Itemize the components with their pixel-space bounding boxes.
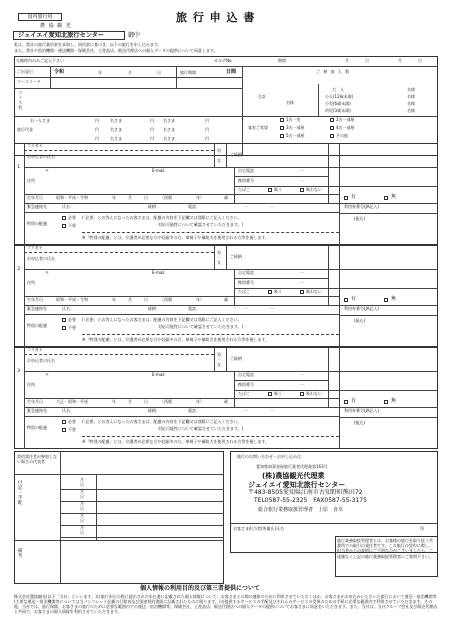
smoke-yes-checkbox-2[interactable] — [268, 290, 272, 294]
passport-no-3: 無 — [391, 398, 397, 404]
fee-per-person: お一人さま — [30, 118, 50, 123]
passport-no-2: 無 — [391, 296, 397, 302]
fee-name-4: 名さま — [110, 127, 122, 132]
mobile-dash-2: － — [300, 280, 304, 285]
sex-male-3[interactable]: 男 — [217, 352, 221, 357]
child-small-label: 小児(6歳未満) — [325, 101, 351, 106]
furigana-label-2: フリガナ — [27, 245, 43, 250]
footer-month-3: 月 — [80, 513, 84, 518]
sex-dot-3: ・ — [217, 357, 221, 362]
fee-yen-2: 円 — [150, 118, 154, 123]
mobile-dash-3: － — [300, 382, 304, 387]
smoke-no-checkbox-2[interactable] — [300, 290, 304, 294]
fee-yen-6: 円 — [205, 127, 209, 132]
special-footnote-2: ※「特別の配慮」とは、介護者が必要な方や妊娠中の方、車椅子や補助犬を使用される方等を指します。 — [82, 337, 270, 342]
passport-yes-checkbox-2[interactable] — [344, 298, 348, 302]
bank-label-3: (振込) — [354, 420, 366, 425]
birth-eras-1: 昭和・平成・令和 — [56, 195, 88, 200]
sex-female-3[interactable]: 女 — [217, 362, 221, 367]
special-note2-1: 対応可能性について確認させていただきます。) — [158, 222, 244, 227]
period-day: 日 — [365, 58, 369, 63]
passenger-number-1: 1 — [16, 165, 22, 171]
birth-year-1: 年 — [112, 195, 116, 200]
footer-left-frame — [14, 451, 224, 584]
special-need-1: 必要 — [68, 215, 76, 220]
sex-male-1[interactable]: 男 — [217, 148, 221, 153]
room-opt3: 3名一部屋 — [286, 125, 309, 130]
child-large-persons: 名様 — [407, 94, 415, 99]
travel-days-label: 旅行期間 — [180, 70, 196, 75]
special-need-3: 必要 — [68, 419, 76, 424]
birth-label-2: 生年月日 — [27, 297, 43, 302]
birth-eras-2: 昭和・平成・令和 — [56, 297, 88, 302]
em-tel-dash2-2: － — [270, 306, 274, 311]
member-note: 太線枠内のみご記入下さい — [16, 58, 64, 63]
tabako-label-1: たばこ — [238, 187, 250, 192]
fee-yen-9: 円 — [205, 136, 209, 141]
footer-day-3: 日 — [80, 518, 84, 523]
passport-yes-checkbox-3[interactable] — [344, 400, 348, 404]
home-tel-label-1: 自宅電話 — [238, 168, 254, 173]
mileage-label-2: 利用券番号(JA記入) — [344, 306, 379, 311]
birth-year-3: 年 — [112, 399, 116, 404]
mobile-label-3: 携帯番号 — [238, 382, 254, 387]
period-label: 期間 — [278, 58, 286, 63]
smoke-yes-3: 吸う — [274, 391, 282, 396]
age-label-3: 歳 — [224, 399, 228, 404]
address-label-2: 住所 — [27, 280, 35, 285]
em-tel-dash-1: － — [244, 204, 248, 209]
fee-yen-5: 円 — [150, 127, 154, 132]
passport-yes-2: 有 — [351, 296, 357, 302]
age-label-2: 歳 — [224, 297, 228, 302]
birth-label-3: 生年月日 — [27, 399, 43, 404]
em-tel-dash-3: － — [244, 408, 248, 413]
birth-day-1: 日 — [144, 195, 148, 200]
birth-year-2: 年 — [112, 297, 116, 302]
special-noneed-2: 不要 — [68, 325, 76, 330]
participants-label: ご 参 加 人 数 — [316, 69, 351, 74]
room-opt3-checkbox[interactable] — [280, 126, 284, 130]
special-need-checkbox-3[interactable] — [62, 420, 66, 424]
mobile-label-2: 携帯番号 — [238, 280, 254, 285]
adult-label: 大 人 — [332, 87, 344, 92]
em-tel-dash-2: － — [244, 306, 248, 311]
footer-day-2: 日 — [80, 506, 84, 511]
mileage-label-3: 利用券番号(JA記入) — [344, 408, 379, 413]
birth-eras-3: 大正・昭和・平成 — [56, 399, 88, 404]
footer-month-1: 月 — [80, 489, 84, 494]
mobile-dash-1: － — [300, 178, 304, 183]
furigana-label-1: フリガナ — [27, 143, 43, 148]
special-noneed-3: 不要 — [68, 427, 76, 432]
home-tel-dash-2: － — [300, 270, 304, 275]
birth-western-3: （西暦 — [160, 399, 172, 404]
name-label-2: お申込者の氏名 — [27, 256, 55, 261]
bank-label-1: (振込) — [354, 216, 366, 221]
email-label-2: E-mail — [152, 270, 165, 275]
home-tel-dash-3: － — [300, 372, 304, 377]
em-relation-label-1: 続柄： — [148, 204, 160, 209]
em-name-label-1: 氏名： — [62, 204, 74, 209]
intro-line-1: 私は、貴社の旅行業約款を承知し、同約款に基づき、以下の旅行を申し込みます。 — [14, 42, 162, 47]
birth-western-end-2: 年） — [196, 297, 204, 302]
em-relation-label-2: 続柄： — [148, 306, 160, 311]
home-tel-dash-1: － — [300, 168, 304, 173]
fee-name-5: 名さま — [163, 127, 175, 132]
smoke-yes-checkbox-3[interactable] — [268, 392, 272, 396]
special-noneed-checkbox-1[interactable] — [62, 224, 66, 228]
passenger-number-3: 3 — [16, 369, 22, 375]
footer-day-4: 日 — [80, 530, 84, 535]
birth-day-2: 日 — [144, 297, 148, 302]
infant-persons: 名様 — [407, 108, 415, 113]
smoke-no-1: 吸わない — [306, 187, 322, 192]
em-tel-label-2: 電話： — [188, 306, 200, 311]
sex-female-2[interactable]: 女 — [217, 260, 221, 265]
passport-yes-checkbox-1[interactable] — [344, 196, 348, 200]
special-footnote-3: ※「特別の配慮」とは、介護者が必要な方や妊娠中の方、車椅子や補助犬を使用される方等を指します。 — [82, 439, 270, 444]
adult-persons: 名様 — [407, 87, 415, 92]
special-noneed-checkbox-3[interactable] — [62, 428, 66, 432]
note-label: 備考 — [17, 548, 23, 558]
intro-line-2: また、貴社や宿泊機関・運送機関・保険会社、土産品店、販売代理店への個人データの提供について同意します。 — [14, 48, 218, 53]
carte-label: カルテNo. — [214, 58, 233, 63]
special-noneed-1: 不要 — [68, 223, 76, 228]
room-opt4-checkbox[interactable] — [330, 126, 334, 130]
agency-company-1: (株)農協観光代理業 — [262, 472, 325, 480]
name-label-3: お申込者の氏名 — [27, 358, 55, 363]
birth-month-2: 月 — [128, 297, 132, 302]
sex-female-1[interactable]: 女 — [217, 158, 221, 163]
registration-no: 愛知県知事登録旅行業者代理業第163号 — [256, 464, 328, 469]
birth-western-end-3: 年） — [196, 399, 204, 404]
smoke-no-3: 吸わない — [306, 391, 322, 396]
room-opt4: 4名一部屋 — [336, 125, 355, 130]
depart-day: 日 — [157, 70, 161, 75]
page-title: 旅 行 申 込 書 — [176, 11, 256, 24]
smoke-yes-checkbox-1[interactable] — [268, 188, 272, 192]
footer-day-0: 日 — [80, 482, 84, 487]
fee-yen-8: 円 — [150, 136, 154, 141]
depart-month: 月 — [128, 70, 132, 75]
em-name-label-3: 氏名： — [62, 408, 74, 413]
address-label-3: 住所 — [27, 382, 35, 387]
smoke-no-checkbox-1[interactable] — [300, 188, 304, 192]
contact-heading: 旅行のお問い合わせ・お申し込みは — [237, 454, 301, 459]
relation-label-2: ご続柄 — [230, 254, 242, 259]
footer-day-1: 日 — [80, 494, 84, 499]
fee-name-1: 名さま — [110, 118, 122, 123]
agency-company-2: ジェイエイ愛知北旅行センター — [248, 481, 346, 489]
birth-month-3: 月 — [128, 399, 132, 404]
emergency-label-3: 緊急連絡先 — [27, 408, 47, 413]
special-note2-2: 対応可能性について確認させていただきます。) — [158, 324, 244, 329]
passport-no-checkbox-2[interactable] — [384, 298, 388, 302]
smoke-no-checkbox-3[interactable] — [300, 392, 304, 396]
period-day-2: 日 — [418, 58, 422, 63]
smoke-no-2: 吸わない — [306, 289, 322, 294]
em-tel-dash2-1: － — [270, 204, 274, 209]
fee-yen-4: 円 — [95, 127, 99, 132]
furigana-label-3: フリガナ — [27, 347, 43, 352]
privacy-heading: 個人情報の利用目的及び第三者提供について — [140, 585, 260, 592]
tabako-label-2: たばこ — [238, 289, 250, 294]
period-month-2: 月 — [398, 58, 402, 63]
birth-day-3: 日 — [144, 399, 148, 404]
course-name-label: コース名 — [17, 90, 23, 110]
travel-days-unit: 日間 — [226, 69, 237, 75]
total-label: 合計 — [258, 94, 266, 99]
special-need-checkbox-1[interactable] — [62, 216, 66, 220]
honorific: 御中 — [128, 32, 141, 39]
course-code-label: コースコード — [17, 79, 41, 84]
room-opt6-checkbox[interactable] — [330, 134, 334, 138]
emergency-label-2: 緊急連絡先 — [27, 306, 47, 311]
bank-label-2: (振込) — [354, 318, 366, 323]
special-note-1: (「必要」とお答えになったお客さまは、配慮の内容を下記欄又は別紙にご記入ください。 — [82, 215, 242, 220]
manager-disclaimer: 旅行業務取扱管理者とは、お客様の旅行を取り扱う営業所での取引の責任者です。この旅行の契約に関し、担当者からの説明にご不明な点がございましたら、ご遠慮なく上記の旅行業務取扱管理者にご質問下さい。 — [335, 536, 438, 577]
special-note2-3: 対応可能性について確認させていただきます。) — [158, 426, 244, 431]
age-label-1: 歳 — [224, 195, 228, 200]
smoke-yes-2: 吸う — [274, 289, 282, 294]
fee-label: 旅行代金 — [17, 127, 33, 132]
special-label-3: 特別の配慮 — [27, 425, 47, 430]
sign-seal: 印 — [420, 526, 424, 531]
email-label-1: E-mail — [152, 168, 165, 173]
footer-month-0: 月 — [80, 477, 84, 482]
special-noneed-checkbox-2[interactable] — [62, 326, 66, 330]
fee-yen-7: 円 — [95, 136, 99, 141]
relation-label-1: ご続柄 — [230, 152, 242, 157]
footer-month-4: 月 — [80, 525, 84, 530]
birth-western-1: （西暦 — [160, 195, 172, 200]
special-need-checkbox-2[interactable] — [62, 318, 66, 322]
special-note-2: (「必要」とお答えになったお客さまは、配慮の内容を下記欄又は別紙にご記入ください。 — [82, 317, 242, 322]
fee-name-2: 名さま — [163, 118, 175, 123]
fee-name-7: 名さま — [110, 136, 122, 141]
room-opt1-checkbox[interactable] — [280, 118, 284, 122]
emergency-label-1: 緊急連絡先 — [27, 204, 47, 209]
org-name-main: ジェイエイ愛知北旅行センター — [13, 31, 125, 40]
em-name-label-2: 氏名： — [62, 306, 74, 311]
tabako-label-3: たばこ — [238, 391, 250, 396]
birth-label-1: 生年月日 — [27, 195, 43, 200]
privacy-body: 株式会社農協観光(以下「当社」といいます。)は旅行申込の際に提出された申込書に記載された個人情報について、お客さまとの間の連絡のために利用させていただくほか、お客さまがお申込みいただいた旅行において運送・宿泊機関等(主要な運送・宿泊機関等については当パンフレット記載の行程表及び別途契約書面に記載されたものに限ります。)の提供するサービスの手配及びそれらのサービスの受領のための手続に必要な範囲内で利用させていただきます。その他、当社では、旅行保険、お客さまの旅行のために必要な範囲内での運送・宿泊機関等、保険会社、土産品店、販売代理店への個人データの提供についてお客さまに同意をいただきます。また、当社は、当社グループ会社及び販売代理店と共同で、お客さまの個人情報を利用させていただきます。 — [14, 594, 438, 614]
passenger-number-2: 2 — [16, 267, 22, 273]
mobile-label-1: 携帯番号 — [238, 178, 254, 183]
org-name-top: 農 協 観 光 — [40, 23, 72, 29]
home-tel-label-2: 自宅電話 — [238, 270, 254, 275]
mileage-label-1: 利用券番号(JA記入) — [344, 204, 379, 209]
fee-yen-3: 円 — [205, 118, 209, 123]
room-opt5-checkbox[interactable] — [280, 134, 284, 138]
fee-yen-1: 円 — [95, 118, 99, 123]
non-participant-label: 契約責任者が参加しない場合の代表者 — [17, 454, 57, 464]
depart-label: ご出発日 — [17, 69, 33, 74]
em-tel-label-1: 電話： — [188, 204, 200, 209]
total-persons: 名様 — [286, 100, 294, 105]
passport-no-checkbox-1[interactable] — [384, 196, 388, 200]
postal-mark-1: 〒 — [45, 168, 49, 173]
child-small-persons: 名様 — [407, 101, 415, 106]
room-label: 客室ご希望 — [248, 125, 268, 130]
birth-western-end-1: 年） — [196, 195, 204, 200]
agency-tel: TEL0587-55-2325 FAX0587-55-3175 — [254, 497, 367, 504]
fee-name-8: 名さま — [163, 136, 175, 141]
home-tel-label-3: 自宅電話 — [238, 372, 254, 377]
em-tel-label-3: 電話： — [188, 408, 200, 413]
passport-no-1: 無 — [391, 194, 397, 200]
domestic-use-tag: 国内旅行用 — [18, 13, 62, 21]
child-large-label: 小人(12歳未満) — [325, 94, 354, 99]
room-opt1: 1名一室 — [286, 117, 305, 122]
birth-month-1: 月 — [128, 195, 132, 200]
infant-label: 幼児(3歳未満) — [325, 108, 351, 113]
passport-no-checkbox-3[interactable] — [384, 400, 388, 404]
record-label: 付記・手配 — [17, 480, 23, 505]
room-opt2-checkbox[interactable] — [330, 118, 334, 122]
sex-dot-1: ・ — [217, 153, 221, 158]
special-note-3: (「必要」とお答えになったお客さまは、配慮の内容を下記欄又は別紙にご記入ください。 — [82, 419, 242, 424]
room-opt5: 5名一部屋 — [286, 133, 309, 138]
agency-manager: 総合旅行業務取扱管理者 上原 直幸 — [258, 507, 344, 513]
sign-label: お客さま担当者(所属氏)氏名 — [233, 526, 285, 531]
period-month: 月 — [345, 58, 349, 63]
depart-era: 令和 — [54, 69, 65, 75]
footer-month-2: 月 — [80, 501, 84, 506]
room-opt2: 2名一部屋 — [336, 117, 355, 122]
special-label-2: 特別の配慮 — [27, 323, 47, 328]
postal-mark-3: 〒 — [45, 372, 49, 377]
passport-yes-1: 有 — [351, 194, 357, 200]
agency-address: 〒483-8505愛知県江南市古知野町熊田72 — [248, 489, 363, 496]
smoke-yes-1: 吸う — [274, 187, 282, 192]
room-opt6: その他 — [336, 133, 348, 138]
name-label-1: お申込者の氏名 — [27, 154, 55, 159]
address-label-1: 住所 — [27, 178, 35, 183]
special-label-1: 特別の配慮 — [27, 221, 47, 226]
special-footnote-1: ※「特別の配慮」とは、介護者が必要な方や妊娠中の方、車椅子や補助犬を使用される方等を指します。 — [82, 235, 270, 240]
relation-label-3: ご続柄 — [230, 356, 242, 361]
email-label-3: E-mail — [152, 372, 165, 377]
passport-yes-3: 有 — [351, 398, 357, 404]
em-relation-label-3: 続柄： — [148, 408, 160, 413]
postal-mark-2: 〒 — [45, 270, 49, 275]
special-need-2: 必要 — [68, 317, 76, 322]
em-tel-dash2-3: － — [270, 408, 274, 413]
depart-year: 年 — [98, 70, 102, 75]
sex-male-2[interactable]: 男 — [217, 250, 221, 255]
sex-dot-2: ・ — [217, 255, 221, 260]
birth-western-2: （西暦 — [160, 297, 172, 302]
